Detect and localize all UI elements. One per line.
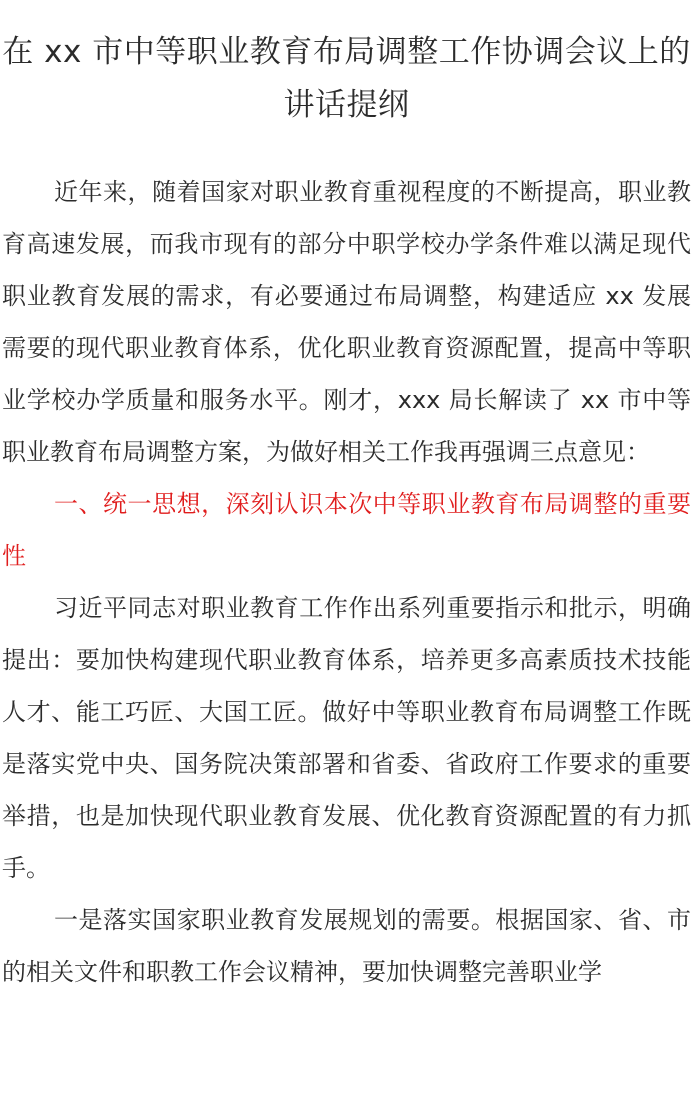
paragraph-intro: 近年来，随着国家对职业教育重视程度的不断提高，职业教育高速发展，而我市现有的部分中职学校办学条件难以满足现代职业教育发展的需求，有必要通过布局调整，构建适应 xx 发展需要的现代职业教育体系，优化职业教育资源配置，提高中等职业学校办学质量和服务水平。刚才，xxx 局长解读了 xx 市中等职业教育布局调整方案，为做好相关工作我再强调三点意见： [2, 178, 691, 466]
paragraph-point-1: 一是落实国家职业教育发展规划的需要。根据国家、省、市的相关文件和职教工作会议精神，要加快调整完善职业学 [2, 906, 691, 986]
paragraph-section-1: 习近平同志对职业教育工作作出系列重要指示和批示，明确提出：要加快构建现代职业教育体系，培养更多高素质技术技能人才、能工巧匠、大国工匠。做好中等职业教育布局调整工作既是落实党中央、国务院决策部署和省委、省政府工作要求的重要举措，也是加快现代职业教育发展、优化教育资源配置的有力抓手。 [2, 594, 691, 882]
document-body [2, 166, 691, 998]
document-title: 在 xx 市中等职业教育布局调整工作协调会议上的讲话提纲 [2, 34, 691, 123]
section-heading-1: 一、统一思想，深刻认识本次中等职业教育布局调整的重要性 [2, 490, 691, 570]
